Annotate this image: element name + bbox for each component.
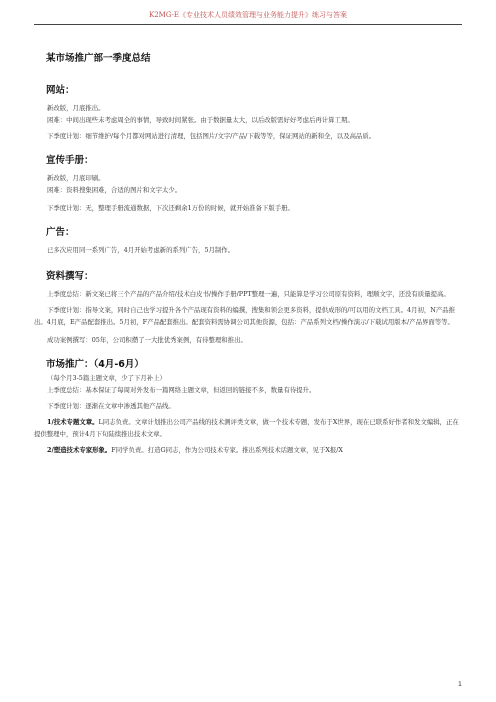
section-heading-brochure: 宣传手册： <box>46 155 94 166</box>
list-item <box>34 444 462 456</box>
paragraph: 上季度总结：新文案已将三个产品的产品介绍/技术白皮书/操作手册/PPT整理一遍，只能算是学习公司原有资料，理顺文字，还没有质量提高。 <box>47 290 450 298</box>
section-heading-writing: 资料撰写： <box>46 271 94 282</box>
paragraph: 新改版，月底印刷。 <box>47 174 105 182</box>
paragraph: 下季度计划：无，整理手册流通数据，下次还剩余1万份的时候，就开始准备下版手册。 <box>47 204 294 212</box>
list-item-lead: 2/塑造技术专家形象。 <box>47 446 112 454</box>
page-header: K2MG-E《专业技术人员绩效管理与业务能力提升》练习与答案 <box>34 6 462 25</box>
list-item <box>34 416 462 440</box>
section-heading-ads: 广告： <box>46 227 75 238</box>
section-heading-website: 网站： <box>46 85 75 96</box>
paragraph: 下季度计划：指导文案，同时自己也学习提升各个产品现有资料的编撰，搜集和领会更多资料，提供成形的/可以用的文档工具。4月初，N产品推出。4月底，E产品配套推出。5月初，F产品配套推出。配套资料需协调公司其他资源，包括：产品系列文档/操作演示/下载试用版本/产品界面等等。 <box>34 306 456 326</box>
document-body <box>34 32 462 456</box>
paragraph: 上季度总结：基本保证了每周对外发布一篇网络主题文章，但返回的链接不多，数量有待提升。 <box>47 386 316 394</box>
paragraph: 下季度计划：细节维护/每个月都对网站进行清理，包括图片/文字/产品/下载等等，保证网站的新和全，以及高品质。 <box>47 132 376 140</box>
paragraph: （每个月3-5篇主题文章，少了下月补上） <box>47 374 166 382</box>
page-number: 1 <box>457 680 462 688</box>
paragraph: 已多次应用同一系列广告，4月开始考虑新的系列广告，5月制作。 <box>47 246 235 254</box>
list-item-text: F同学负责。打造G同志，作为公司技术专家。推出系列技术话题文章，见于X报/X <box>111 446 343 454</box>
list-item-text: L同志负责。文章计划推出公司产品线的技术测评类文章，做一个技术专题，发布于X世界，现在已联系好作者和发文编辑，正在提供整理中，预计4月下旬陆续推出技术文章。 <box>34 418 459 438</box>
paragraph: 下季度计划：逐渐在文章中渗透其他产品线。 <box>47 402 175 410</box>
paragraph: 成功案例撰写：05年，公司积攒了一大批优秀案例，有待整理和推出。 <box>47 336 247 344</box>
section-heading-promotion: 市场推广：（4月-6月） <box>46 359 144 370</box>
paragraph: 新改版，月底推出。 <box>47 104 105 112</box>
paragraph: 困难：资料搜集困难，合适的图片和文字太少。 <box>47 186 182 194</box>
document-title: 某市场推广部一季度总结 <box>46 53 151 64</box>
paragraph: 困难：中间出现些未考虑周全的事情，导致时间紧张。由于数据量太大，以后改版需好好考虑后再计算工期。 <box>47 116 354 124</box>
list-item-lead: 1/技术专题文章。 <box>47 418 99 426</box>
